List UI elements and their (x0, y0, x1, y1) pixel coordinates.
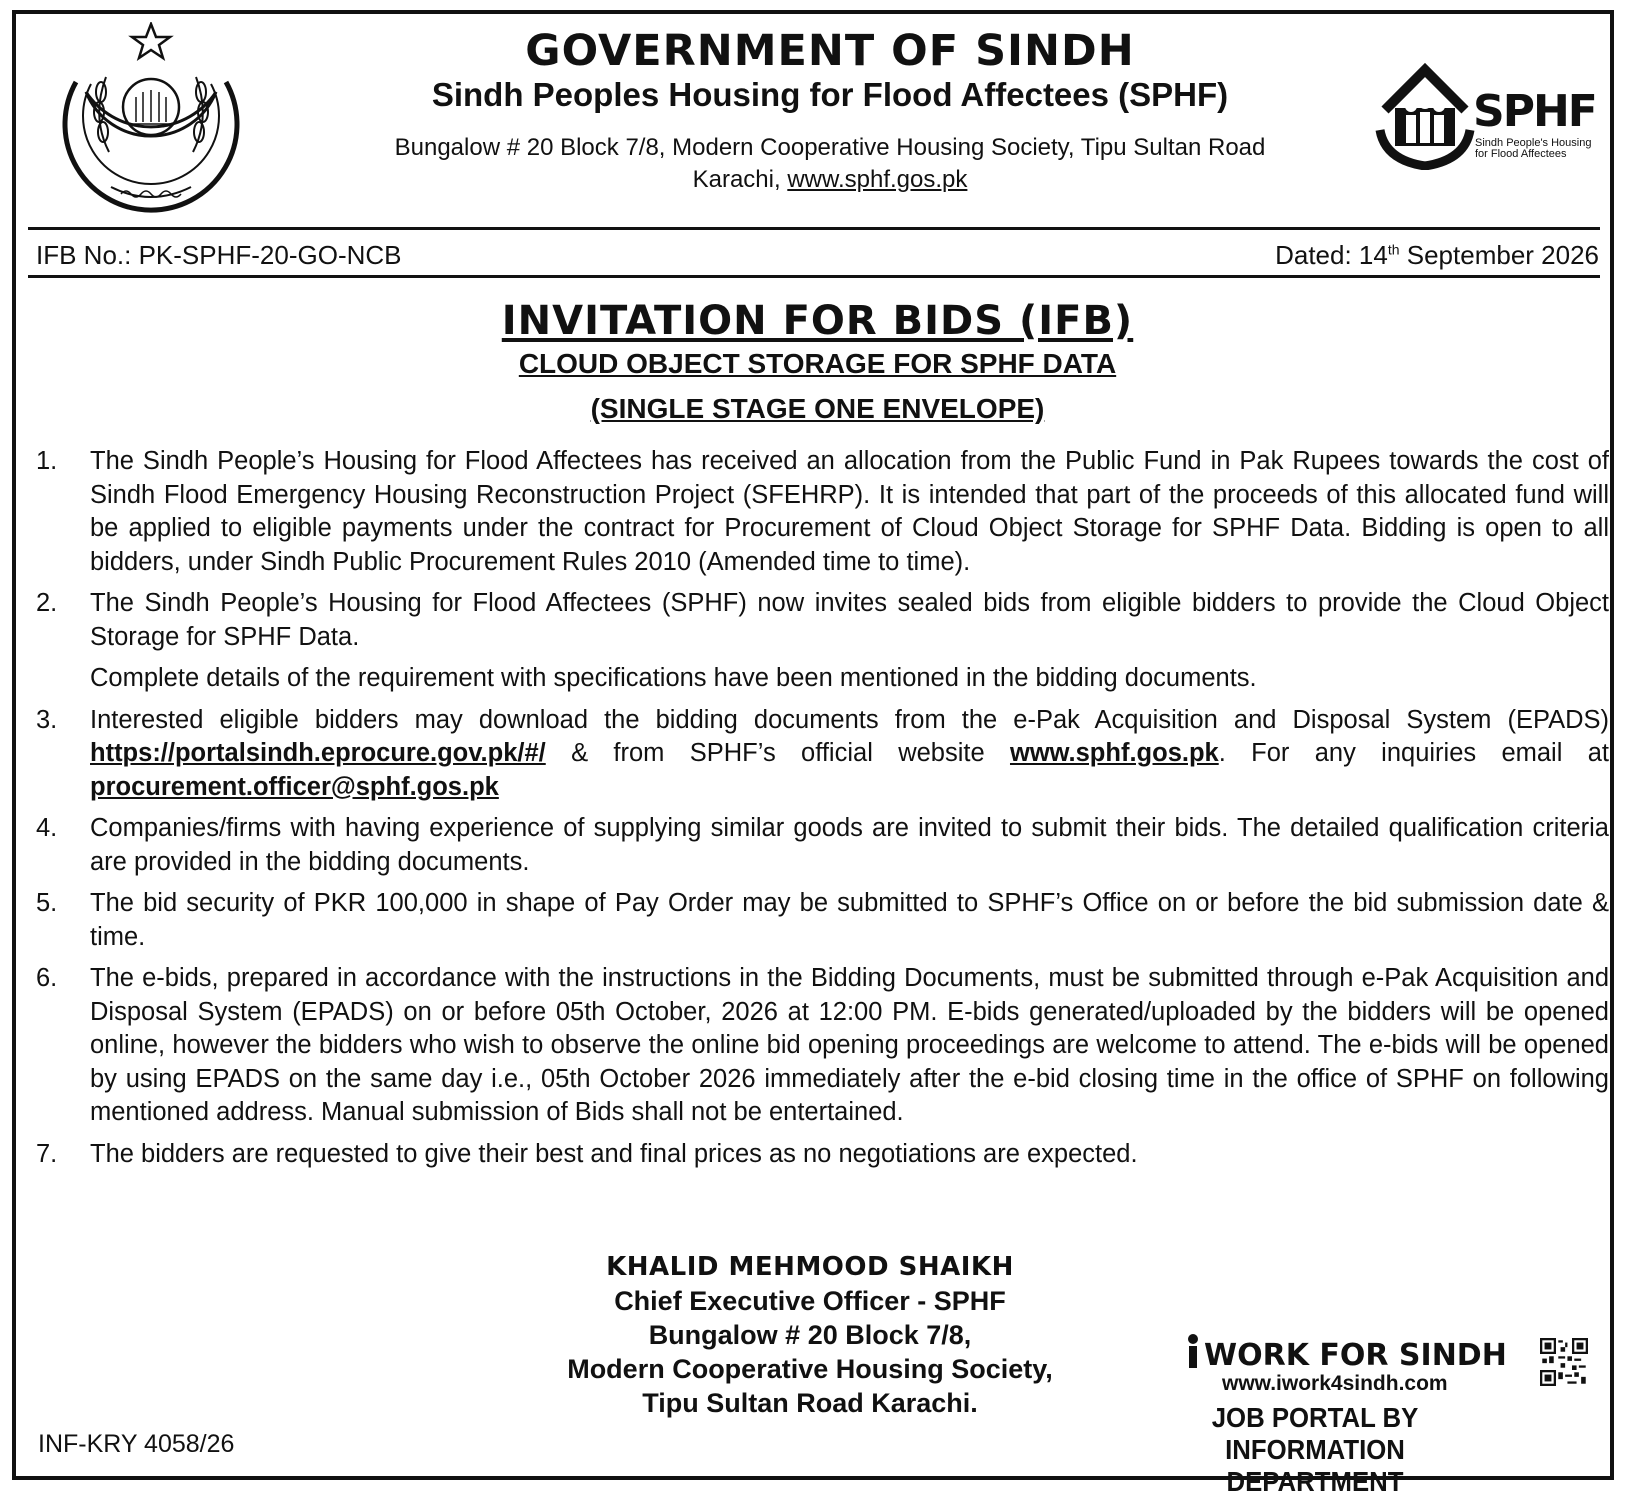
list-item (36, 587, 1609, 654)
job-portal-line2: INFORMATION DEPARTMENT (1225, 1434, 1405, 1497)
procurement-email-link[interactable]: procurement.officer@sphf.gos.pk (90, 772, 499, 801)
epads-portal-link[interactable]: https://portalsindh.eprocure.gov.pk/#/ (90, 739, 546, 767)
item-number: 7. (36, 1139, 58, 1168)
signatory-title: Chief Executive Officer - SPHF (614, 1286, 1006, 1316)
item-number: 5. (36, 889, 58, 917)
item-number-blank (36, 662, 90, 696)
header-city: Karachi, (692, 166, 788, 193)
inf-reference: INF-KRY 4058/26 (38, 1430, 235, 1458)
item-text: The bid security of PKR 100,000 in shape of Pay Order may be submitted to SPHF’s Office on or before the bid submission date & time. (90, 889, 1609, 951)
item-number: 4. (36, 814, 58, 842)
item-text: The Sindh People’s Housing for Flood Affectees (SPHF) now invites sealed bids from eligible bidders to provide the Cloud Object Storage for SPHF Data. (90, 589, 1609, 651)
list-item (36, 662, 1609, 696)
qr-code-icon[interactable] (1540, 1338, 1588, 1386)
signatory-name: KHALID MEHMOOD SHAIKH (606, 1252, 1014, 1282)
header-divider-bottom (28, 275, 1600, 278)
iwork-title: WORK FOR SINDH (1204, 1338, 1507, 1373)
government-title: GOVERNMENT OF SINDH (525, 26, 1135, 76)
list-item (36, 812, 1609, 879)
subheading-title: CLOUD OBJECT STORAGE FOR SPHF DATA (518, 348, 1117, 379)
ifb-number: IFB No.: PK-SPHF-20-GO-NCB (36, 240, 402, 270)
sphf-logo-icon (1375, 60, 1615, 190)
signatory-address-1: Bungalow # 20 Block 7/8, (648, 1320, 972, 1350)
list-item (36, 1138, 1609, 1172)
item-text: Complete details of the requirement with specifications have been mentioned in the bidding documents. (90, 664, 1257, 692)
header-divider-top (28, 227, 1600, 230)
subheading-stage: (SINGLE STAGE ONE ENVELOPE) (590, 393, 1045, 424)
header-website-link[interactable]: www.sphf.gos.pk (787, 166, 968, 193)
item-text: The e-bids, prepared in accordance with the instructions in the Bidding Documents, must be submitted through e-Pak Acquisition and Disposal System (EPADS) on or before 05th October, 2026 at 12:00 PM. E-bids generated/uploaded by the bidders will be opened online, however the bidders who wish to observe the online bid opening proceedings are welcome to attend. The e-bids will be opened by using EPADS on the same day i.e., 05th October 2026 immediately after the e-bid closing time in the office of SPHF on following mentioned address. Manual submission of Bids shall not be entertained. (90, 964, 1609, 1126)
main-heading: INVITATION FOR BIDS (IFB) (501, 298, 1134, 344)
list-item (36, 887, 1609, 954)
government-of-sindh-emblem-icon (50, 22, 252, 217)
dated: Dated: 14th September 2026 (1275, 240, 1599, 270)
list-item (36, 704, 1609, 805)
job-portal-line1: JOB PORTAL BY (1211, 1402, 1419, 1433)
iwork-url[interactable]: www.iwork4sindh.com (1222, 1372, 1448, 1395)
item-number: 3. (36, 705, 58, 734)
list-item (36, 962, 1609, 1130)
ifb-body (36, 445, 1609, 1171)
item-number: 6. (36, 964, 58, 992)
item-text: The bidders are requested to give their best and final prices as no negotiations are expected. (90, 1139, 1138, 1168)
sphf-website-link[interactable]: www.sphf.gos.pk (1009, 739, 1219, 767)
item-text: Companies/firms with having experience of supplying similar goods are invited to submit their bids. The detailed qualification criteria are provided in the bidding documents. (90, 814, 1609, 876)
i-logo-icon (1186, 1334, 1200, 1368)
item-text: Interested eligible bidders may download the bidding documents from the e-Pak Acquisition and Disposal System (EPADS) https://portalsindh.eprocure.gov.pk/#/ & from SPHF’s official website www.sphf.gos.pk. For any inquiries email at procurement.officer@sphf.gos.pk (90, 705, 1609, 801)
item-number: 2. (36, 589, 58, 617)
signatory-address-3: Tipu Sultan Road Karachi. (642, 1388, 978, 1418)
header-address-line2 (290, 166, 1370, 194)
item-number: 1. (36, 447, 58, 475)
list-item (36, 445, 1609, 579)
organization-title: Sindh Peoples Housing for Flood Affectees (SPHF) (431, 76, 1229, 113)
header-address-line1: Bungalow # 20 Block 7/8, Modern Cooperative Housing Society, Tipu Sultan Road (394, 134, 1266, 161)
sphf-logo-text: SPHF (1473, 86, 1596, 137)
item-text: The Sindh People’s Housing for Flood Affectees has received an allocation from the Public Fund in Pak Rupees towards the cost of Sindh Flood Emergency Housing Reconstruction Project (SFEHRP). It is intended that part of the proceeds of this allocated fund will be applied to eligible payments under the contract for Procurement of Cloud Object Storage for SPHF Data. Bidding is open to all bidders, under Sindh Public Procurement Rules 2010 (Amended time to time). (90, 447, 1609, 576)
signatory-address-2: Modern Cooperative Housing Society, (567, 1354, 1053, 1384)
sphf-logo-subtext: Sindh People's Housing for Flood Affectees (1475, 137, 1592, 160)
